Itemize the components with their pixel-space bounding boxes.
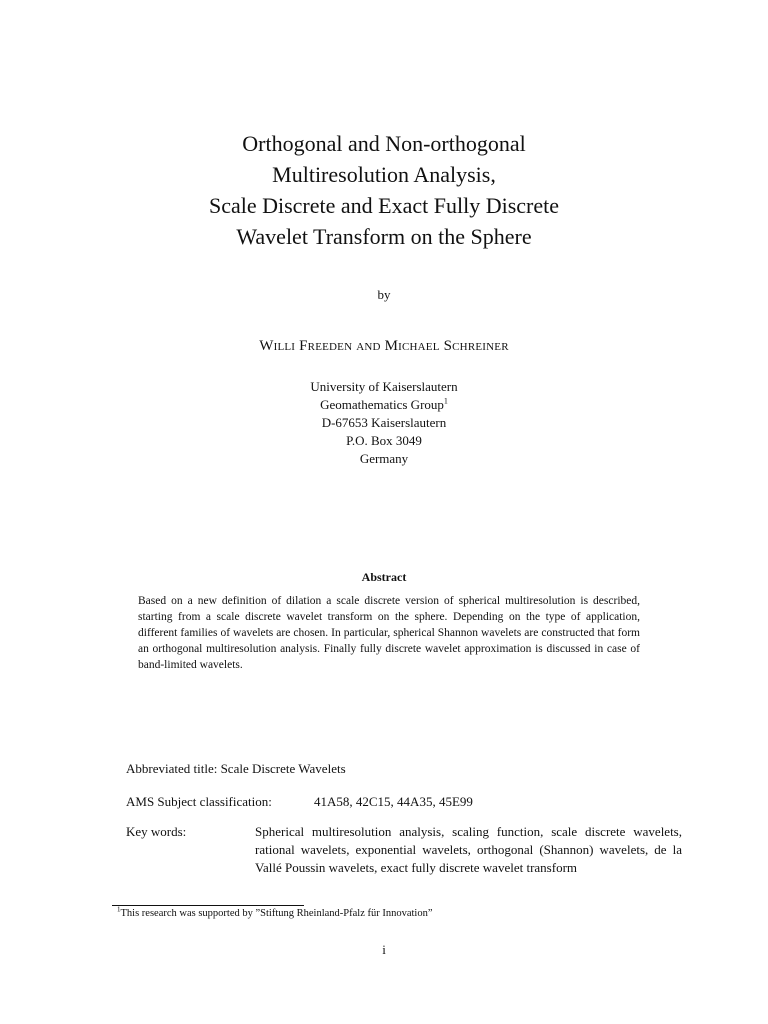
abstract-body: Based on a new definition of dilation a scale discrete version of spherical multiresolution is described, starting from a scale discrete wavelet transform on the sphere. Depending on the type of application, different families of wavelets are chosen. In particular, spherical Shannon wavelets are constructed that form an orthogonal multiresolution analysis. Finally fully discrete wavelet approximation is discussed in case of band-limited wavelets.	[138, 595, 640, 671]
affiliation-group: Geomathematics Group	[320, 397, 444, 412]
ams-codes: 41A58, 42C15, 44A35, 45E99	[314, 794, 473, 809]
affiliation-university: University of Kaiserslautern	[310, 379, 458, 394]
title-line-3: Scale Discrete and Exact Fully Discrete	[208, 193, 560, 218]
page-number: i	[382, 942, 386, 957]
footnote-mark: 1	[117, 905, 121, 914]
footnote-rule	[112, 905, 304, 906]
ams-label: AMS Subject classification:	[126, 794, 272, 809]
title-line-1: Orthogonal and Non-orthogonal	[242, 131, 526, 156]
affiliation-footnote-mark: 1	[443, 396, 448, 406]
keywords-text: Spherical multiresolution analysis, scaling function, scale discrete wavelets, rational wavelets, exponential wavelets, orthogonal (Shannon) wavelets, de la Vallé Poussin wavelets, exact fully discrete wavelet transform	[255, 824, 682, 875]
title-line-4: Wavelet Transform on the Sphere	[236, 224, 532, 249]
author-names: Willi Freeden and Michael Schreiner	[259, 338, 509, 354]
footnote	[117, 907, 433, 921]
abstract-heading: Abstract	[361, 570, 407, 584]
footnote-text: This research was supported by ”Stiftung Rheinland-Pfalz für Innovation”	[120, 908, 433, 919]
affiliation-group-line	[0, 396, 768, 414]
keywords-label: Key words:	[126, 824, 187, 839]
abbreviated-title: Abbreviated title: Scale Discrete Wavelets	[126, 761, 346, 776]
title-line-2: Multiresolution Analysis,	[272, 162, 496, 187]
affiliation-box: P.O. Box 3049	[346, 433, 422, 448]
affiliation-city: D-67653 Kaiserslautern	[321, 415, 447, 430]
paper-title	[0, 128, 768, 252]
affiliation-country: Germany	[359, 451, 409, 466]
affiliation-block	[0, 378, 768, 468]
by-line: by	[377, 287, 391, 302]
